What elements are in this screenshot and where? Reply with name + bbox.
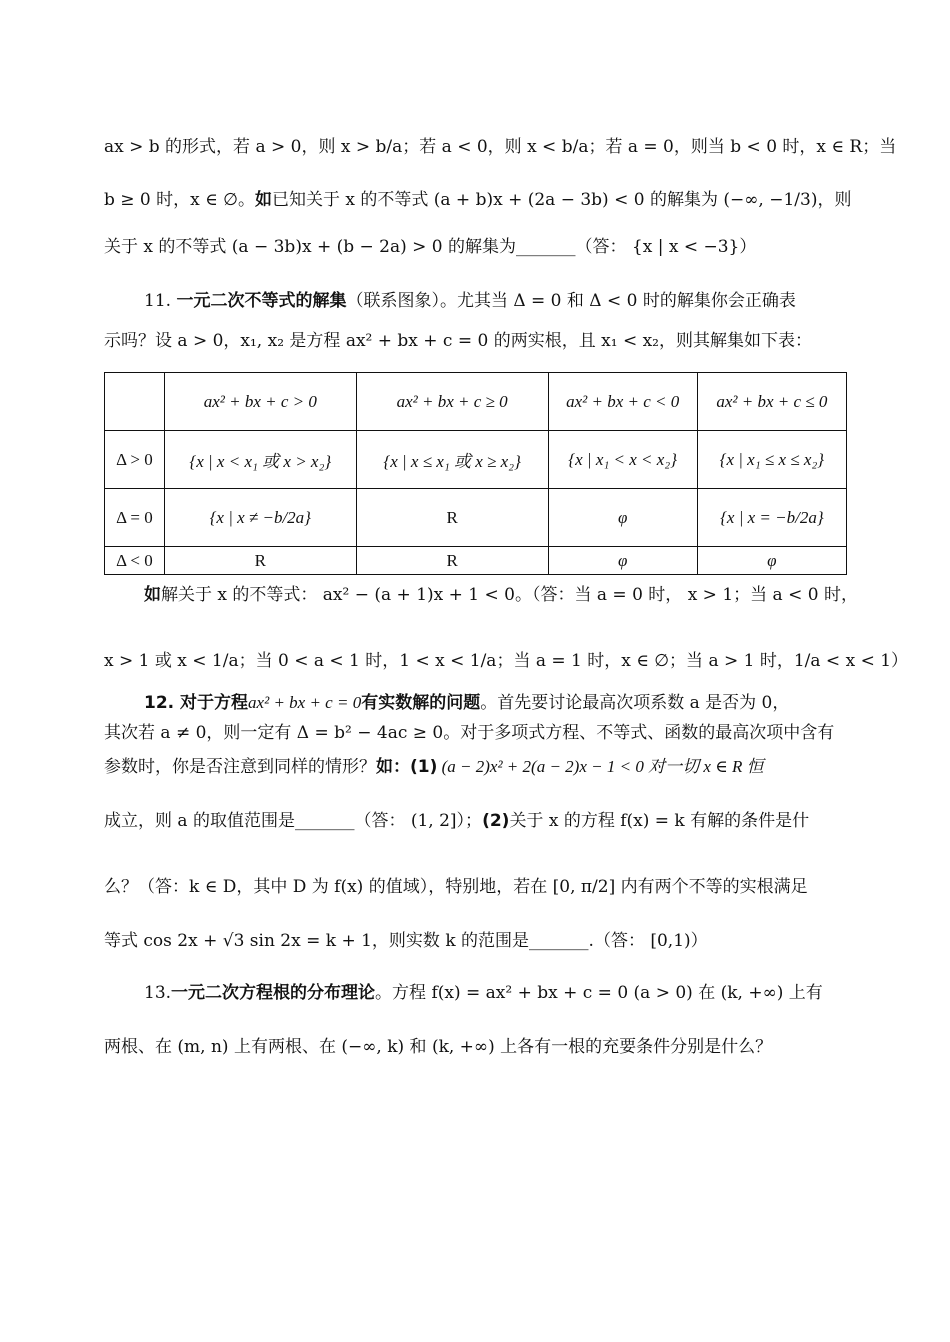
section-title-eq: ax² + bx + c = 0 [248, 693, 362, 712]
table-cell: {x | x < x₁ 或 x > x₂} [164, 431, 356, 489]
table-cell: φ [548, 489, 697, 547]
table-header-cell: ax² + bx + c < 0 [548, 373, 697, 431]
table-row [105, 489, 847, 547]
table-cell: φ [697, 547, 846, 575]
text-line-3: 关于 x 的不等式 (a − 3b)x + (b − 2a) > 0 的解集为_______（答： {x | x < −3}） [104, 237, 757, 257]
table-cell: {x | x₁ < x < x₂} [548, 431, 697, 489]
table-cell: Δ = 0 [105, 489, 165, 547]
example-label: 如 [254, 190, 272, 210]
text-line-11 [104, 808, 846, 834]
text-line-2c: 已知关于 x 的不等式 (a + b)x + (2a − 3b) < 0 的解集为 (−∞, −1/3)，则 [271, 190, 852, 210]
solution-set-table [104, 372, 847, 575]
section-13-heading [144, 980, 846, 1006]
text-line-15: 两根、在 (m, n) 上有两根、在 (−∞, k) 和 (k, +∞) 上各有一根的充要条件分别是什么？ [104, 1037, 773, 1057]
table-cell: φ [548, 547, 697, 575]
table-header-cell: ax² + bx + c ≥ 0 [356, 373, 548, 431]
table-cell: Δ < 0 [105, 547, 165, 575]
example-label: 如：(1) [376, 757, 438, 777]
table-cell: Δ > 0 [105, 431, 165, 489]
section-number: 11. [144, 291, 172, 311]
table-header-cell: ax² + bx + c ≤ 0 [697, 373, 846, 431]
text-line-9: 其次若 a ≠ 0，则一定有 Δ = b² − 4ac ≥ 0。对于多项式方程、不等式、函数的最高次项中含有 [104, 723, 835, 743]
text-line-2 [104, 187, 852, 213]
text-line-1: ax > b 的形式，若 a > 0，则 x > b/a；若 a < 0，则 x < b/a；若 a = 0，则当 b < 0 时，x ∈ R；当 [104, 137, 897, 157]
table-cell: R [356, 489, 548, 547]
table-cell: R [356, 547, 548, 575]
text-line-5: 示吗？设 a > 0，x₁, x₂ 是方程 ax² + bx + c = 0 的两实根，且 x₁ < x₂，则其解集如下表： [104, 331, 812, 351]
section-title: 一元二次方程根的分布理论 [171, 983, 376, 1003]
table-row [105, 431, 847, 489]
section-title-b: 有实数解的问题 [361, 693, 481, 713]
table-cell: {x | x = −b/2a} [697, 489, 846, 547]
text-line-2a: b ≥ 0 时，x ∈ ∅。 [104, 190, 255, 210]
section-12-heading [144, 690, 846, 716]
text-line-7: x > 1 或 x < 1/a；当 0 < a < 1 时，1 < x < 1/a；当 a = 1 时，x ∈ ∅；当 a > 1 时，1/a < x < 1） [104, 651, 909, 671]
section-title-a: 12. 对于方程 [144, 693, 249, 713]
section-11-heading [144, 288, 846, 314]
table-cell: {x | x ≤ x₁ 或 x ≥ x₂} [356, 431, 548, 489]
section-text: （联系图象）。尤其当 Δ = 0 和 Δ < 0 时的解集你会正确表 [346, 291, 796, 311]
section-title: 一元二次不等式的解集 [176, 291, 347, 311]
text-line-6b: 解关于 x 的不等式： ax² − (a + 1)x + 1 < 0。（答：当 a = 0 时， x > 1；当 a < 0 时， [161, 585, 858, 605]
table-cell: {x | x₁ ≤ x ≤ x₂} [697, 431, 846, 489]
table-cell: R [164, 547, 356, 575]
section-text: 。方程 f(x) = ax² + bx + c = 0 (a > 0) 在 (k, +∞) 上有 [375, 983, 823, 1003]
text-line-13: 等式 cos 2x + √3 sin 2x = k + 1，则实数 k 的范围是_______.（答： [0,1)） [104, 931, 708, 951]
section-text: 。首先要讨论最高次项系数 a 是否为 0， [480, 693, 790, 713]
example-label: 如 [144, 585, 161, 605]
text-line-12: 么？（答：k ∈ D，其中 D 为 f(x) 的值域），特别地，若在 [0, π/2] 内有两个不等的实根满足 [104, 877, 808, 897]
table-cell: {x | x ≠ −b/2a} [164, 489, 356, 547]
text-line-11a: 成立，则 a 的取值范围是_______（答： (1, 2]）； [104, 811, 483, 831]
text-line-10c: (a − 2)x² + 2(a − 2)x − 1 < 0 对一切 x ∈ R 恒 [437, 757, 764, 776]
table-header-row [105, 373, 847, 431]
text-line-11c: 关于 x 的方程 f(x) = k 有解的条件是什 [509, 811, 810, 831]
text-line-6 [144, 582, 858, 608]
example-label-2: (2) [482, 811, 510, 831]
section-number: 13. [144, 983, 172, 1003]
table-header-cell: ax² + bx + c > 0 [164, 373, 356, 431]
text-line-10a: 参数时，你是否注意到同样的情形？ [104, 757, 376, 777]
table-row [105, 547, 847, 575]
text-line-10 [104, 754, 846, 780]
table-header-cell [105, 373, 165, 431]
